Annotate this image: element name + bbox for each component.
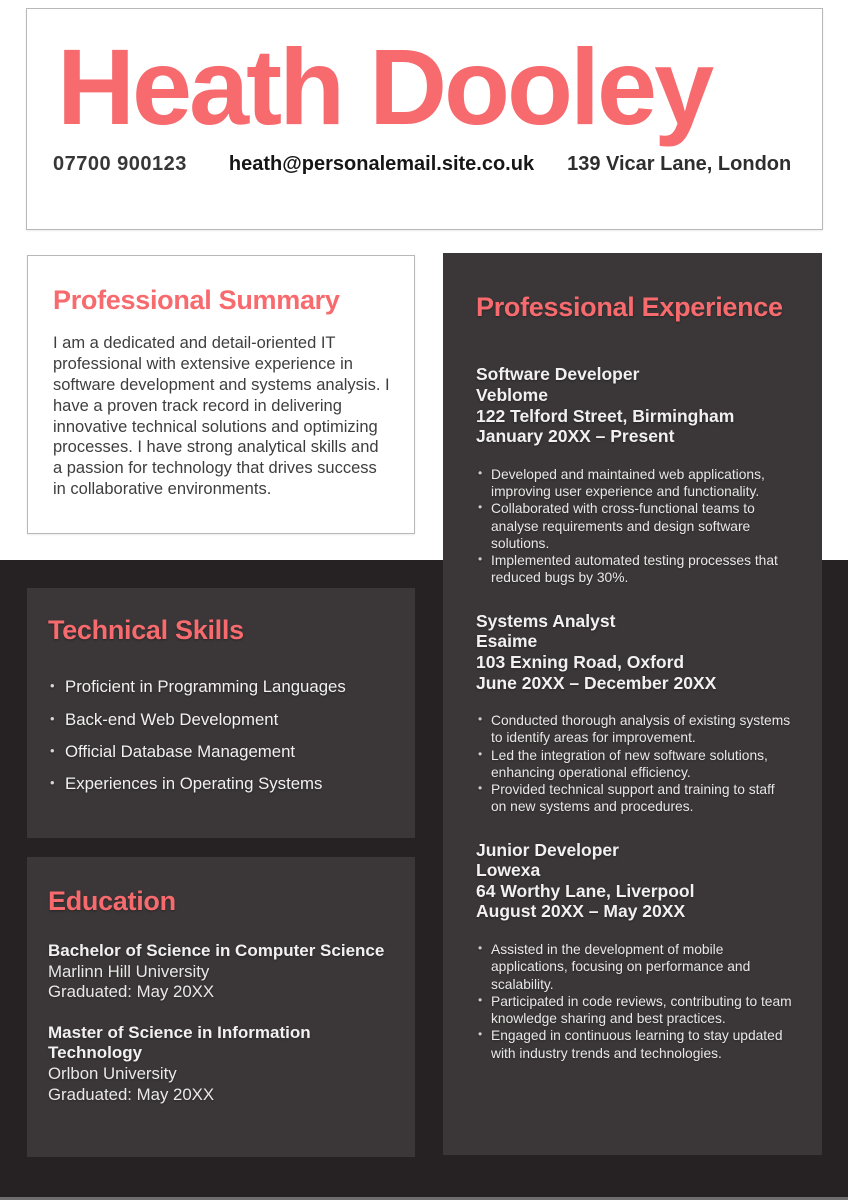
job-address: 122 Telford Street, Birmingham	[476, 405, 735, 426]
job-entry	[476, 840, 792, 1062]
job-list	[476, 364, 792, 1061]
contact-address: 139 Vicar Lane, London	[567, 153, 792, 176]
contact-row	[53, 153, 794, 176]
job-entry	[476, 611, 792, 816]
page-title: Heath Dooley	[57, 26, 712, 147]
skill-item: • Back-end Web Development	[48, 710, 397, 730]
skills-title: Technical Skills	[48, 615, 244, 645]
contact-phone: 07700 900123	[53, 153, 187, 176]
job-company: Veblome	[476, 385, 548, 406]
contact-email: heath@personalemail.site.co.uk	[228, 153, 535, 176]
job-bullet: • Participated in code reviews, contributing to team knowledge sharing and best practices.	[478, 993, 792, 1027]
degree-name: Bachelor of Science in Computer Science	[48, 941, 385, 961]
job-bullet: • Collaborated with cross-functional teams to analyse requirements and design software solutions.	[478, 500, 792, 552]
job-dates: June 20XX – December 20XX	[476, 672, 717, 693]
job-bullet-list	[476, 466, 792, 587]
education-entry	[48, 1023, 397, 1105]
degree-name: Master of Science in Information Technology	[48, 1022, 311, 1063]
job-bullet: • Led the integration of new software solutions, enhancing operational efficiency.	[478, 747, 792, 781]
job-bullet-list	[476, 712, 792, 815]
job-bullet: • Conducted thorough analysis of existing systems to identify areas for improvement.	[478, 712, 792, 746]
job-role: Systems Analyst	[476, 610, 616, 631]
job-address: 103 Exning Road, Oxford	[476, 651, 685, 672]
job-role: Junior Developer	[476, 839, 619, 860]
education-card	[27, 857, 415, 1157]
job-company: Esaime	[476, 631, 538, 652]
job-bullet: • Developed and maintained web applications, improving user experience and functionality.	[478, 466, 792, 500]
skills-card	[27, 588, 415, 838]
job-entry	[476, 364, 792, 586]
job-bullet: • Implemented automated testing processes that reduced bugs by 30%.	[478, 552, 792, 586]
header-card	[26, 8, 823, 230]
summary-text: I am a dedicated and detail-oriented IT professional with extensive experience in software development and systems analysis. I have a proven track record in delivering innovative technical solutions and optimizing processes. I have strong analytical skills and a passion for technology that drives success in collaborative environments.	[53, 334, 390, 498]
job-company: Lowexa	[476, 860, 541, 881]
education-entry	[48, 941, 397, 1003]
skill-item: • Proficient in Programming Languages	[48, 677, 397, 697]
school-name: Orlbon University	[48, 1064, 177, 1084]
summary-card	[27, 255, 415, 534]
graduation-date: Graduated: May 20XX	[48, 982, 215, 1002]
education-entry-list	[48, 941, 397, 1105]
job-dates: January 20XX – Present	[476, 426, 675, 447]
skill-item: • Experiences in Operating Systems	[48, 774, 397, 794]
job-role: Software Developer	[476, 364, 640, 385]
summary-title: Professional Summary	[53, 285, 340, 315]
job-dates: August 20XX – May 20XX	[476, 901, 686, 922]
job-address: 64 Worthy Lane, Liverpool	[476, 880, 695, 901]
school-name: Marlinn Hill University	[48, 961, 210, 981]
skills-list	[48, 677, 397, 794]
job-bullet: • Engaged in continuous learning to stay updated with industry trends and technologies.	[478, 1027, 792, 1061]
job-bullet-list	[476, 941, 792, 1062]
graduation-date: Graduated: May 20XX	[48, 1084, 215, 1104]
experience-card	[443, 253, 822, 1155]
education-title: Education	[48, 886, 176, 916]
experience-title: Professional Experience	[476, 292, 783, 322]
job-bullet: • Provided technical support and training to staff on new systems and procedures.	[478, 781, 792, 815]
job-bullet: • Assisted in the development of mobile applications, focusing on performance and scalability.	[478, 941, 792, 993]
skill-item: • Official Database Management	[48, 742, 397, 762]
